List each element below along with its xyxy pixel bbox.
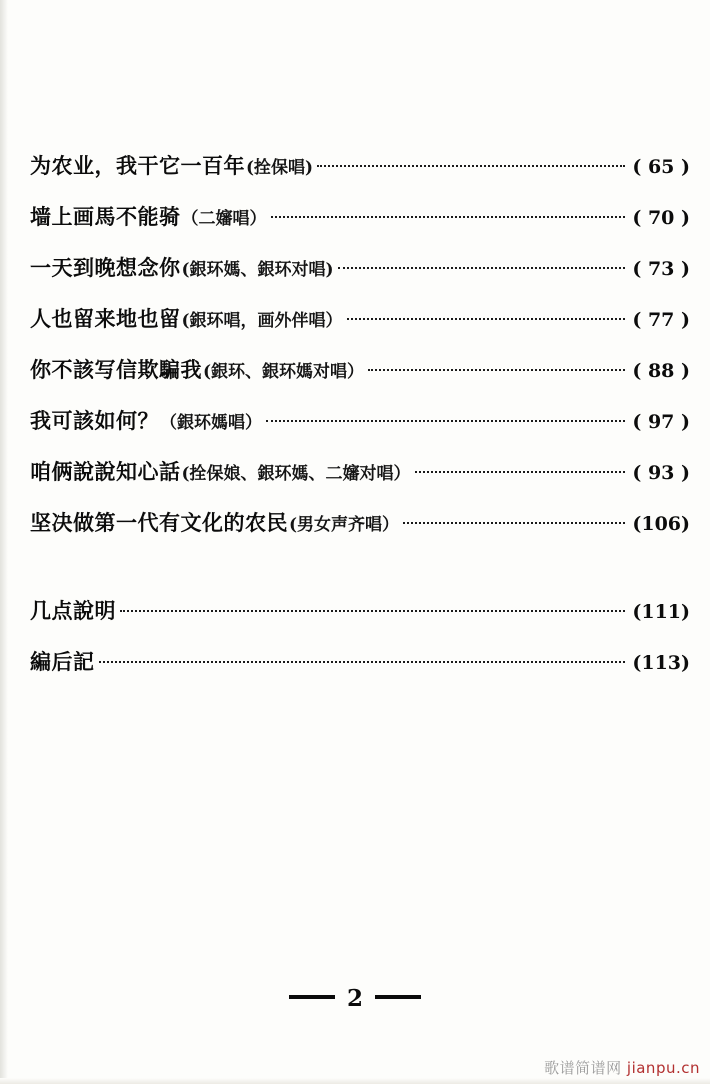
toc-entry[interactable] [30, 507, 690, 537]
toc-entry-page-number: ( 93 ) [632, 462, 690, 484]
toc-entry-page-number: ( 77 ) [632, 309, 690, 331]
toc-entry-title: 墙上画馬不能骑 [30, 204, 181, 229]
toc-entry[interactable] [30, 252, 690, 282]
table-of-contents [30, 150, 690, 697]
toc-entry[interactable] [30, 201, 690, 231]
toc-leader-dots [347, 307, 625, 326]
toc-leader-dots [415, 460, 625, 479]
page-folio [0, 985, 710, 1012]
toc-entry[interactable] [30, 354, 690, 384]
toc-entry-page-number: (106) [632, 513, 690, 535]
toc-entry-page-number: ( 73 ) [632, 258, 690, 280]
folio-rule-right [375, 995, 421, 999]
watermark [544, 1057, 700, 1078]
toc-leader-dots [99, 650, 626, 669]
toc-entry-title: 編后記 [30, 649, 95, 674]
toc-entry-title: 人也留来地也留 [30, 306, 181, 331]
toc-entry[interactable] [30, 595, 690, 625]
toc-entry-performer: (拴保唱) [246, 158, 314, 178]
toc-entry-page-number: ( 65 ) [632, 156, 690, 178]
toc-entry-performer: (男女声齐唱） [289, 515, 400, 535]
toc-entry[interactable] [30, 456, 690, 486]
toc-entry-performer: (銀环唱，画外伴唱） [181, 311, 343, 331]
page-left-edge-shadow [0, 0, 8, 1084]
watermark-text: 歌谱简谱网 [544, 1059, 627, 1077]
toc-entry[interactable] [30, 405, 690, 435]
toc-entry-title: 你不該写信欺騙我 [30, 357, 202, 382]
toc-entry-performer: (銀环、銀环媽对唱） [203, 362, 365, 382]
toc-entry[interactable] [30, 646, 690, 676]
toc-leader-dots [368, 358, 625, 377]
toc-leader-dots [317, 154, 625, 173]
toc-leader-dots [338, 256, 625, 275]
toc-entry-page-number: (113) [632, 652, 690, 674]
toc-entry-title: 一天到晚想念你 [30, 255, 181, 280]
toc-leader-dots [120, 599, 625, 618]
toc-entry-page-number: ( 97 ) [632, 411, 690, 433]
toc-entry[interactable] [30, 303, 690, 333]
toc-entry-title: 坚决做第一代有文化的农民 [30, 510, 288, 535]
toc-entry-page-number: (111) [632, 601, 690, 623]
toc-entry-title: 我可該如何？ [30, 408, 159, 433]
folio-number: 2 [346, 985, 363, 1012]
toc-entry-performer: (銀环媽、銀环对唱) [181, 260, 334, 280]
toc-entry-page-number: ( 70 ) [632, 207, 690, 229]
toc-leader-dots [271, 205, 626, 224]
toc-entry-page-number: ( 88 ) [632, 360, 690, 382]
toc-entry-title: 几点說明 [30, 598, 116, 623]
watermark-site: jianpu.cn [626, 1059, 700, 1077]
toc-entry-title: 咱俩說說知心話 [30, 459, 181, 484]
folio-rule-left [289, 995, 335, 999]
toc-entry-performer: （二嬸唱） [181, 209, 267, 229]
toc-leader-dots [403, 511, 625, 530]
toc-entry-performer: (拴保娘、銀环媽、二嬸对唱） [181, 464, 411, 484]
toc-entry-title: 为农业，我干它一百年 [30, 153, 245, 178]
toc-entry[interactable] [30, 150, 690, 180]
toc-leader-dots [266, 409, 625, 428]
page-bottom-edge-shadow [0, 1078, 710, 1084]
toc-entry-performer: （銀环媽唱） [160, 413, 262, 433]
